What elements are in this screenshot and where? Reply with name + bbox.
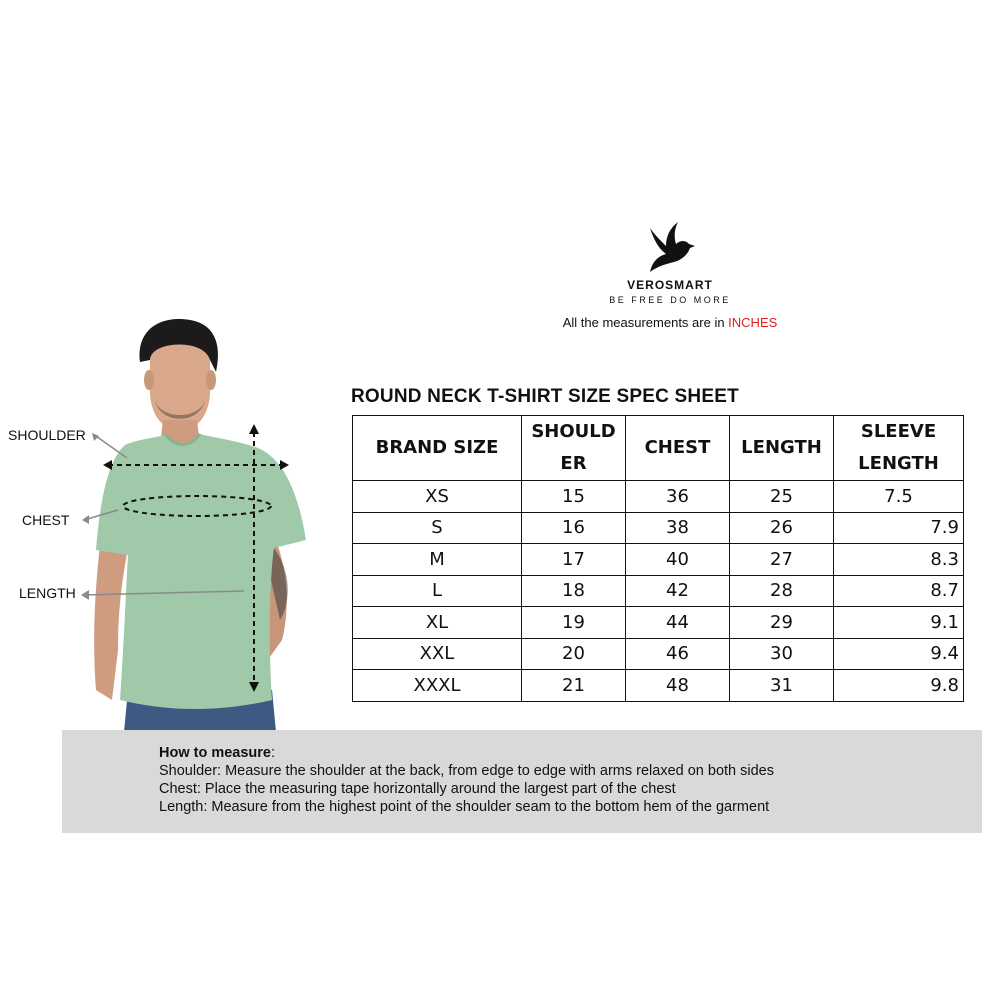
- cell-size: L: [353, 575, 522, 607]
- cell-chest: 40: [626, 544, 730, 576]
- model-illustration: [60, 310, 350, 732]
- cell-size: XS: [353, 481, 522, 513]
- instruction-chest: Chest: Place the measuring tape horizontally around the largest part of the chest: [159, 781, 676, 797]
- cell-sleeve-length: 8.3: [834, 544, 964, 576]
- header-chest: CHEST: [626, 416, 730, 481]
- cell-chest: 36: [626, 481, 730, 513]
- header-length: LENGTH: [730, 416, 834, 481]
- chest-label: CHEST: [22, 512, 70, 528]
- cell-sleeve-length: 9.8: [834, 670, 964, 702]
- cell-chest: 48: [626, 670, 730, 702]
- cell-length: 28: [730, 575, 834, 607]
- cell-chest: 42: [626, 575, 730, 607]
- brand-tagline: BE FREE DO MORE: [609, 295, 731, 305]
- cell-chest: 38: [626, 512, 730, 544]
- table-row: [353, 638, 964, 670]
- cell-size: XXXL: [353, 670, 522, 702]
- cell-length: 30: [730, 638, 834, 670]
- table-row: [353, 670, 964, 702]
- cell-length: 27: [730, 544, 834, 576]
- table-row: [353, 544, 964, 576]
- table-row: [353, 575, 964, 607]
- header-shoulder-text: SHOULDER: [531, 421, 616, 474]
- cell-size: M: [353, 544, 522, 576]
- instruction-shoulder: Shoulder: Measure the shoulder at the back, from edge to edge with arms relaxed on both sides: [159, 763, 774, 779]
- how-to-measure-text: [159, 744, 774, 816]
- instruction-length: Length: Measure from the highest point of the shoulder seam to the bottom hem of the garment: [159, 799, 770, 815]
- table-row: [353, 512, 964, 544]
- header-shoulder: [522, 416, 626, 481]
- bird-icon: [644, 222, 696, 276]
- cell-shoulder: 21: [522, 670, 626, 702]
- how-to-measure-title: How to measure: [159, 745, 271, 761]
- cell-length: 31: [730, 670, 834, 702]
- cell-size: XXL: [353, 638, 522, 670]
- cell-shoulder: 17: [522, 544, 626, 576]
- table-row: [353, 607, 964, 639]
- cell-sleeve-length: 8.7: [834, 575, 964, 607]
- cell-shoulder: 16: [522, 512, 626, 544]
- how-to-measure-heading: [159, 744, 774, 762]
- how-to-measure-panel: [62, 730, 982, 833]
- table-header-row: [353, 416, 964, 481]
- header-sleeve-length: [834, 416, 964, 481]
- cell-sleeve-length: 7.5: [834, 481, 964, 513]
- length-label: LENGTH: [19, 585, 76, 601]
- measurement-unit: INCHES: [728, 315, 778, 330]
- cell-sleeve-length: 9.4: [834, 638, 964, 670]
- cell-size: XL: [353, 607, 522, 639]
- measurement-note: [520, 315, 820, 330]
- cell-shoulder: 15: [522, 481, 626, 513]
- spec-sheet-title: ROUND NECK T-SHIRT SIZE SPEC SHEET: [351, 386, 739, 407]
- header-brand-size: BRAND SIZE: [353, 416, 522, 481]
- cell-sleeve-length: 9.1: [834, 607, 964, 639]
- shoulder-label: SHOULDER: [8, 427, 86, 443]
- cell-shoulder: 18: [522, 575, 626, 607]
- measurement-note-prefix: All the measurements are in: [562, 315, 729, 330]
- cell-shoulder: 20: [522, 638, 626, 670]
- cell-sleeve-length: 7.9: [834, 512, 964, 544]
- cell-chest: 46: [626, 638, 730, 670]
- size-spec-table: [352, 415, 964, 702]
- table-row: [353, 481, 964, 513]
- cell-length: 26: [730, 512, 834, 544]
- cell-length: 25: [730, 481, 834, 513]
- cell-size: S: [353, 512, 522, 544]
- brand-logo: [560, 222, 780, 305]
- header-sleeve-length-text: SLEEVE LENGTH: [858, 421, 939, 474]
- cell-chest: 44: [626, 607, 730, 639]
- cell-length: 29: [730, 607, 834, 639]
- cell-shoulder: 19: [522, 607, 626, 639]
- how-to-measure-colon: :: [271, 745, 276, 761]
- brand-name: VEROSMART: [627, 278, 713, 292]
